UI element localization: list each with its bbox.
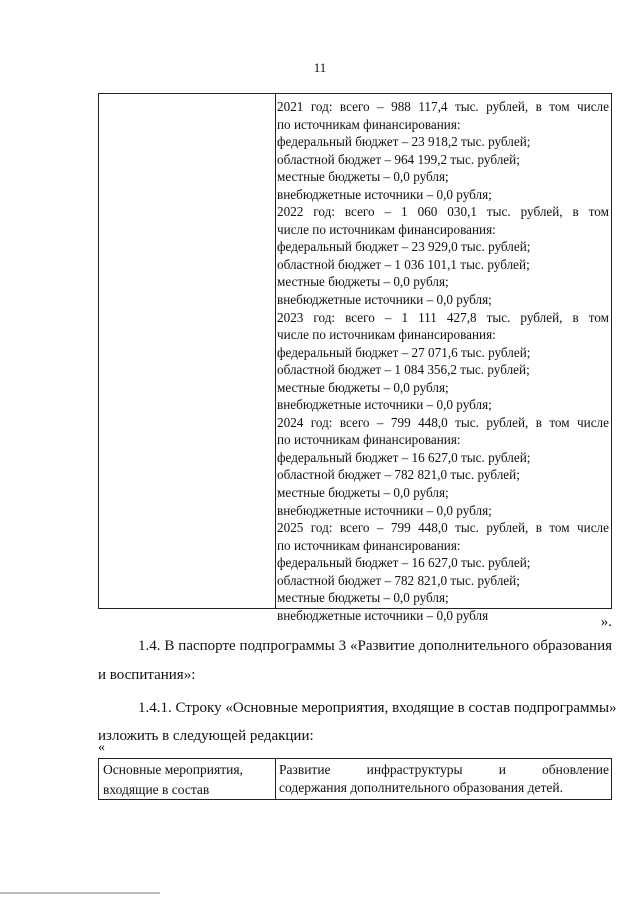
opening-quote: « bbox=[98, 740, 105, 755]
funding-line: числе по источникам финансирования: bbox=[277, 221, 496, 237]
paragraph-1-4-line-1: 1.4. В паспорте подпрограммы 3 «Развитие дополнительного образования bbox=[138, 638, 612, 654]
funding-line: внебюджетные источники – 0,0 рубля; bbox=[277, 292, 492, 308]
funding-table-left-cell bbox=[99, 94, 276, 608]
funding-line: федеральный бюджет – 23 918,2 тыс. рублей; bbox=[277, 134, 531, 150]
funding-line: по источникам финансирования: bbox=[277, 432, 461, 448]
funding-line: 2022 год: всего – 1 060 030,1 тыс. рублей, в том bbox=[277, 204, 609, 220]
funding-line: областной бюджет – 964 199,2 тыс. рублей; bbox=[277, 151, 520, 167]
funding-line: внебюджетные источники – 0,0 рубля; bbox=[277, 186, 492, 202]
funding-line: 2021 год: всего – 988 117,4 тыс. рублей, в том числе bbox=[277, 99, 609, 114]
funding-line: внебюджетные источники – 0,0 рубля; bbox=[277, 397, 492, 413]
funding-line: областной бюджет – 782 821,0 тыс. рублей; bbox=[277, 467, 520, 483]
funding-line: федеральный бюджет – 16 627,0 тыс. рублей; bbox=[277, 449, 531, 465]
funding-line: местные бюджеты – 0,0 рубля; bbox=[277, 485, 449, 501]
events-table bbox=[98, 758, 612, 800]
events-right-line-1: Развитие инфраструктуры и обновление bbox=[279, 762, 609, 777]
funding-table bbox=[98, 93, 612, 623]
funding-line: местные бюджеты – 0,0 рубля; bbox=[277, 590, 449, 606]
funding-line: областной бюджет – 782 821,0 тыс. рублей; bbox=[277, 572, 520, 588]
funding-line: федеральный бюджет – 16 627,0 тыс. рублей; bbox=[277, 555, 531, 571]
funding-line: местные бюджеты – 0,0 рубля; bbox=[277, 169, 449, 185]
funding-line: числе по источникам финансирования: bbox=[277, 327, 496, 343]
funding-line: областной бюджет – 1 084 356,2 тыс. рублей; bbox=[277, 362, 530, 378]
paragraph-1-4-line-2: и воспитания»: bbox=[98, 667, 196, 683]
paragraph-1-4-1-line-2: изложить в следующей редакции: bbox=[98, 728, 314, 744]
closing-quote: ». bbox=[600, 614, 612, 630]
events-table-right-cell bbox=[279, 761, 609, 797]
events-left-line-2: входящие в состав bbox=[103, 782, 210, 797]
funding-line: по источникам финансирования: bbox=[277, 116, 461, 132]
funding-line: 2024 год: всего – 799 448,0 тыс. рублей, в том числе bbox=[277, 414, 609, 430]
footer-rule bbox=[0, 892, 160, 894]
events-left-line-1: Основные мероприятия, bbox=[103, 762, 243, 777]
funding-line: 2023 год: всего – 1 111 427,8 тыс. рублей, в том bbox=[277, 309, 609, 325]
events-right-line-2: содержания дополнительного образования детей. bbox=[279, 780, 563, 795]
events-table-left-cell bbox=[99, 759, 276, 799]
funding-line: внебюджетные источники – 0,0 рубля; bbox=[277, 502, 492, 518]
funding-line: по источникам финансирования: bbox=[277, 537, 461, 553]
funding-line: местные бюджеты – 0,0 рубля; bbox=[277, 379, 449, 395]
funding-line: федеральный бюджет – 27 071,6 тыс. рублей; bbox=[277, 344, 531, 360]
paragraph-1-4-1-line-1: 1.4.1. Строку «Основные мероприятия, входящие в состав подпрограммы» bbox=[138, 700, 617, 716]
funding-table-right-cell bbox=[277, 98, 609, 624]
page-number: 11 bbox=[313, 60, 327, 75]
funding-line: федеральный бюджет – 23 929,0 тыс. рублей; bbox=[277, 239, 531, 255]
funding-line: 2025 год: всего – 799 448,0 тыс. рублей, в том числе bbox=[277, 520, 609, 536]
funding-line: местные бюджеты – 0,0 рубля; bbox=[277, 274, 449, 290]
funding-line: областной бюджет – 1 036 101,1 тыс. рублей; bbox=[277, 256, 530, 272]
funding-line: внебюджетные источники – 0,0 рубля bbox=[277, 607, 489, 623]
